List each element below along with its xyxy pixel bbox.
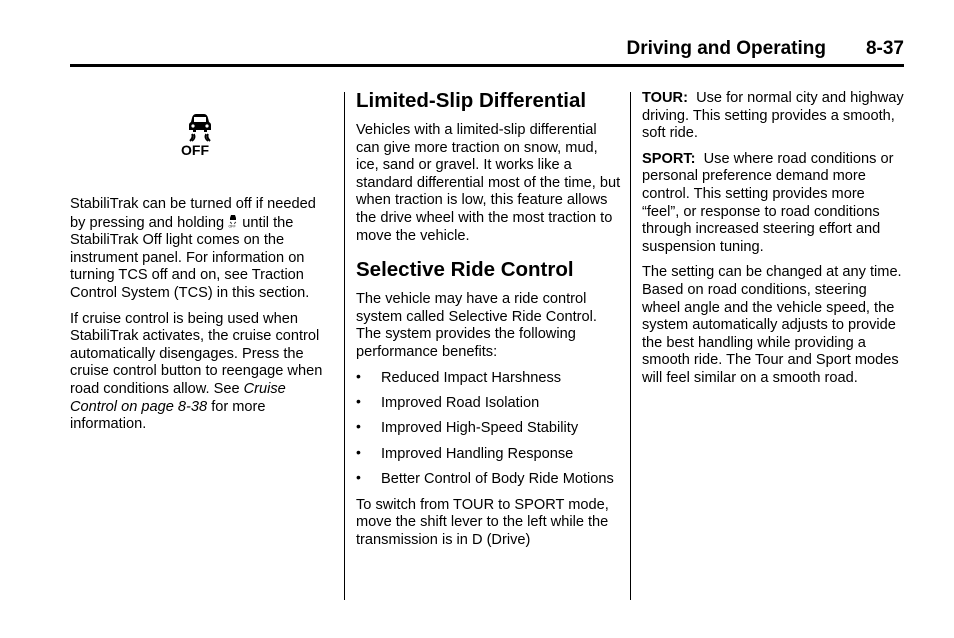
page-number: 8-37 — [865, 38, 904, 59]
column-middle — [356, 90, 624, 557]
list-item — [356, 367, 624, 388]
svg-text:OFF: OFF — [228, 224, 236, 228]
stabilitrak-off-icon — [180, 112, 220, 158]
benefits-list — [356, 367, 624, 489]
list-item-text: Better Control of Body Ride Motions — [381, 471, 614, 488]
list-item — [356, 392, 624, 413]
paragraph: The vehicle may have a ride control system called Selective Ride Control. The system provides the following performance benefits: — [356, 291, 597, 360]
tour-label: TOUR: — [642, 90, 688, 106]
column-right — [642, 90, 904, 396]
stabilitrak-button-icon — [228, 214, 238, 228]
icon-off-label: OFF — [181, 142, 209, 158]
bullet-icon: • — [356, 392, 361, 409]
heading-selective-ride: Selective Ride Control — [356, 258, 574, 282]
paragraph-tour — [642, 90, 904, 143]
bullet-icon: • — [356, 443, 361, 460]
bullet-icon: • — [356, 367, 361, 384]
sport-text: Use where road conditions or personal preference demand more control. This setting provides more “feel”, or response to road conditions through increased steering effort and suspension tuning. — [642, 150, 894, 255]
paragraph-text: for more information. — [70, 398, 266, 433]
list-item — [356, 471, 624, 489]
paragraph — [70, 196, 332, 303]
paragraph: To switch from TOUR to SPORT mode, move the shift lever to the left while the transmission is in D (Drive) — [356, 496, 609, 548]
header-rule — [70, 64, 904, 67]
list-item-text: Reduced Impact Harshness — [381, 369, 562, 386]
list-item — [356, 443, 624, 464]
heading-limited-slip: Limited-Slip Differential — [356, 89, 587, 112]
paragraph — [70, 311, 332, 434]
paragraph-sport — [642, 151, 904, 257]
column-divider — [630, 92, 631, 600]
paragraph: Vehicles with a limited-slip differential can give more traction on snow, mud, ice, sand or gravel. It works like a standard differential most of the time, but when traction is low, this feature allows the drive wheel with the most traction to move the vehicle. — [356, 122, 621, 244]
list-item-text: Improved Handling Response — [381, 445, 574, 462]
bullet-icon: • — [356, 418, 361, 435]
list-item-text: Improved High-Speed Stability — [381, 420, 579, 437]
section-title: Driving and Operating — [626, 38, 826, 59]
list-item — [356, 420, 624, 438]
cross-reference-link[interactable]: Cruise Control on page 8-38 — [70, 380, 286, 415]
paragraph-text: until the StabiliTrak Off light comes on the instrument panel. For information on turning TCS off and on, see Traction Control System (TCS) in this section. — [70, 214, 310, 301]
column-divider — [344, 92, 345, 600]
paragraph-text: If cruise control is being used when StabiliTrak activates, the cruise control automatically disengages. Press the cruise control button to reengage when road conditions allow. See — [70, 310, 323, 397]
paragraph-text: StabiliTrak can be turned off if needed by pressing and holding — [70, 196, 316, 231]
page-header — [70, 38, 904, 66]
list-item-text: Improved Road Isolation — [381, 394, 540, 411]
column-left — [70, 196, 332, 442]
tour-text: Use for normal city and highway driving. This setting provides a smooth, soft ride. — [642, 90, 904, 142]
paragraph: The setting can be changed at any time. Based on road conditions, steering wheel angle and the vehicle speed, the system automatically adjusts to provide the best handling while providing a smooth ride. The Tour and Sport modes will feel similar on a smooth road. — [642, 264, 902, 386]
bullet-icon: • — [356, 469, 361, 486]
sport-label: SPORT: — [642, 150, 696, 167]
